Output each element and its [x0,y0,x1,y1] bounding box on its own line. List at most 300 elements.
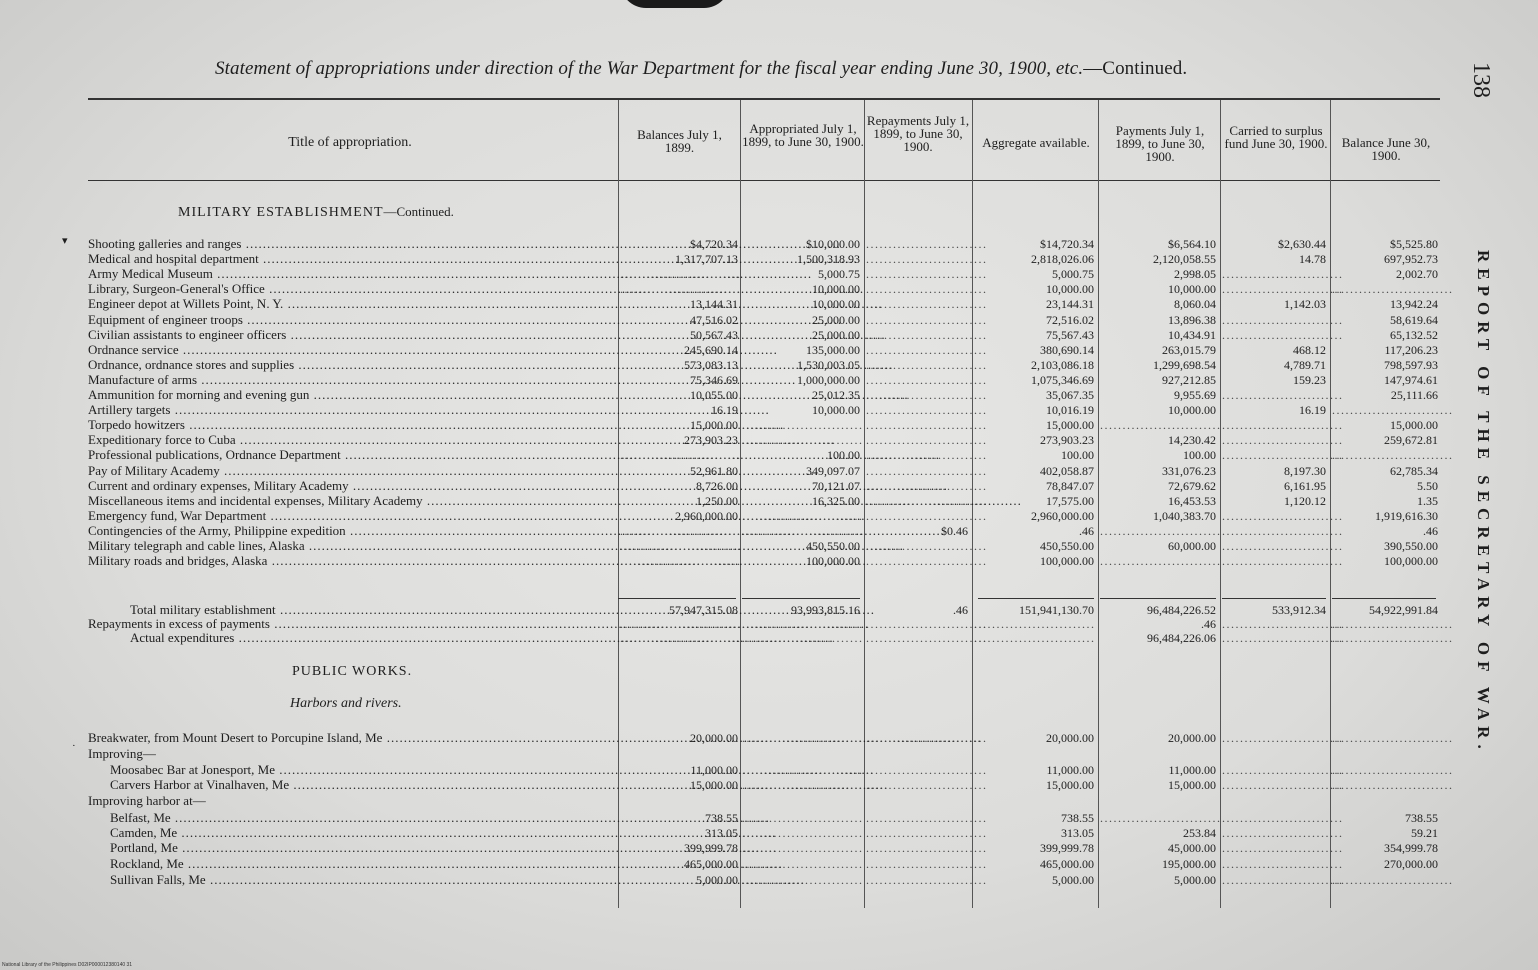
row-value: ........................... [1222,778,1344,792]
row-value: ........................... [1222,857,1344,871]
row-value: 100.00 [1061,448,1094,463]
row-value: ........................... [742,617,864,631]
row-value: 465,000.00 [684,857,738,871]
row-value: 2,960,000.00 [675,508,738,523]
row-label: Camden, Me ..... [110,827,614,839]
row-value: 573,083.13 [684,357,738,372]
row-label: Miscellaneous items and incidental expenses, Military Academy ..... [88,495,614,507]
row-value: ........................... [866,508,988,523]
row-value: ........................... [1332,403,1454,418]
row-value: 798,597.93 [1384,357,1438,372]
row-label: Shooting galleries and ranges ..... [88,238,614,250]
row-value: ........................... [742,631,864,645]
table-row [0,389,1538,401]
table-row [0,311,1538,327]
row-label: Expeditionary force to Cuba ..... [88,434,614,446]
row-value: 245,690.14 [684,342,738,357]
row-label: Ammunition for morning and evening gun ..... [88,389,614,401]
row-value: $10,000.00 [806,237,860,251]
row-value: 8,197.30 [1284,463,1326,478]
row-value: ........................... [1222,523,1344,538]
page-number: 138 [1468,62,1494,98]
row-value: 2,960,000.00 [1031,508,1094,523]
row-value: 10,055.00 [690,388,738,402]
row-value: ........................... [742,826,864,840]
row-value: 331,076.23 [1162,463,1216,478]
row-value: ........................... [866,811,988,825]
row-value: 100,000.00 [1040,554,1094,569]
row-value: 54,922,991.84 [1369,603,1438,617]
row-value: 50,567.43 [690,327,738,342]
margin-mark: ▾ [62,235,68,247]
col-header-title: Title of appropriation. [288,135,412,150]
page-title [215,58,1325,80]
row-value: 450,550.00 [1040,539,1094,553]
row-value: 1,120.12 [1284,493,1326,508]
row-value: 8,060.04 [1174,297,1216,312]
row-value: 151,941,130.70 [1019,603,1094,617]
table-row [0,253,1538,265]
row-value: 738.55 [705,811,738,825]
row-value: 10,000.00 [812,282,860,297]
row-label: Belfast, Me ..... [110,812,614,824]
row-value: ........................... [1100,418,1222,433]
row-value: ........................... [866,539,988,553]
row-value: 10,434.91 [1168,327,1216,342]
row-value: ........................... [742,508,864,523]
row-label: Contingencies of the Army, Philippine expedition ..... [88,525,614,537]
scan-footer: National Library of the Philippines D02IP000012380140 31 [2,962,133,968]
row-value: 468.12 [1293,342,1326,357]
sum-rule [742,598,860,599]
row-value: ........................... [866,778,988,792]
row-value: ........................... [866,388,988,402]
row-value: ........................... [866,873,988,887]
table-row [0,449,1538,461]
row-value: 15,000.00 [1046,778,1094,792]
row-value: 399,999.78 [1040,841,1094,855]
row-value: ........................... [974,631,1096,645]
col-header-balance: Balance June 30, 1900. [1341,135,1431,163]
row-value: 159.23 [1293,372,1326,387]
row-label: Manufacture of arms ..... [88,374,614,386]
row-value: 1,250.00 [696,493,738,508]
row-value: 135,000.00 [806,342,860,357]
row-value: 5.50 [1417,478,1438,493]
row-value: ........................... [742,763,864,777]
col-header-appropriated: Appropriated July 1, 1899, to June 30, 1900. [742,121,864,149]
row-value: 16.19 [711,403,738,418]
row-value: 738.55 [1405,811,1438,825]
row-label: Ordnance, ordnance stores and supplies ..... [88,359,614,371]
table-row [0,298,1538,310]
row-value: 1,500,318.93 [797,252,860,267]
row-label: Medical and hospital department ..... [88,253,614,265]
table-row [0,604,1538,616]
row-value: ........................... [1100,554,1222,569]
table-row [0,434,1538,446]
row-value: 354,999.78 [1384,841,1438,855]
table-row [0,732,1538,744]
row-value: 93,993,815.16 [791,603,860,617]
row-value: 2,002.70 [1396,267,1438,282]
row-value: 15,000.00 [690,418,738,433]
row-value: ........................... [866,826,988,840]
row-value: 380,690.14 [1040,342,1094,357]
row-value: .46 [1423,523,1438,538]
row-value: 263,015.79 [1162,342,1216,357]
row-value: 270,000.00 [1384,857,1438,871]
row-value: ........................... [1332,617,1454,631]
row-value: ........................... [1222,388,1344,402]
row-value: ........................... [742,778,864,792]
row-value: ........................... [1222,873,1344,887]
row-value: $2,630.44 [1278,237,1326,251]
row-value: ........................... [1332,731,1454,745]
row-label: Military roads and bridges, Alaska ..... [88,555,614,567]
row-label: Sullivan Falls, Me ..... [110,874,614,886]
row-value: ........................... [742,873,864,887]
row-value: ........................... [620,539,742,553]
row-value: 45,000.00 [1168,841,1216,855]
row-value: 2,103,086.18 [1031,357,1094,372]
row-value: 273,903.23 [1040,433,1094,448]
row-value: .46 [1079,523,1094,538]
sum-rule [978,598,1094,599]
row-value: 62,785.34 [1390,463,1438,478]
table-row [0,492,1538,508]
row-value: 96,484,226.52 [1147,603,1216,617]
row-value: 450,550.00 [806,539,860,553]
binding-shadow [620,0,730,8]
row-label: Emergency fund, War Department ..... [88,510,614,522]
row-value: 58,619.64 [1390,312,1438,327]
row-value: ........................... [742,841,864,855]
row-value: $6,564.10 [1168,237,1216,251]
row-value: 17,575.00 [1046,493,1094,508]
row-value: ........................... [1222,554,1344,569]
row-label: Repayments in excess of payments ..... [88,618,614,630]
row-label: Engineer depot at Willets Point, N. Y. ..... [88,298,614,310]
table-row [0,540,1538,552]
row-value: 697,952.73 [1384,252,1438,267]
row-label: Military telegraph and cable lines, Alaska ..... [88,540,614,552]
table-row [0,618,1538,630]
row-value: ........................... [620,282,742,297]
row-value: ........................... [866,463,988,478]
row-value: ........................... [866,327,988,342]
row-value: 96,484,226.06 [1147,631,1216,645]
row-value: ........................... [866,252,988,267]
table-row [0,522,1538,538]
col-header-payments: Payments July 1, 1899, to June 30, 1900. [1115,123,1205,164]
row-value: 1,040,383.70 [1153,508,1216,523]
sum-rule [618,598,736,599]
row-value: 117,206.23 [1384,342,1438,357]
row-value: ........................... [866,478,988,493]
row-value: 5,000.75 [1052,267,1094,282]
row-label: Ordnance service ..... [88,344,614,356]
row-value: 1.35 [1417,493,1438,508]
row-label: Improving— [88,746,156,761]
row-value: 25,111.66 [1390,388,1438,402]
row-value: 5,000.75 [818,267,860,282]
row-value: 6,161.95 [1284,478,1326,493]
row-value: 13,144.31 [690,297,738,312]
row-value: ........................... [866,857,988,871]
row-value: ........................... [866,763,988,777]
row-value: ........................... [1222,811,1344,825]
row-value: ........................... [1222,433,1344,448]
row-value: 100,000.00 [1384,554,1438,569]
row-value: ........................... [1332,448,1454,463]
row-value: $14,720.34 [1040,237,1094,251]
row-value: ........................... [620,617,742,631]
row-value: 20,000.00 [1168,731,1216,745]
table-row [0,555,1538,567]
row-value: 23,144.31 [1046,297,1094,312]
row-label: Pay of Military Academy ..... [88,465,614,477]
row-label: Actual expenditures ..... [130,632,614,644]
row-value: 2,998.05 [1174,267,1216,282]
row-value: 75,346.69 [690,372,738,387]
row-value: 927,212.85 [1162,372,1216,387]
table-row [0,842,1538,854]
table-row [0,268,1538,280]
row-value: 47,516.02 [690,312,738,327]
row-value: ........................... [1222,539,1344,553]
row-label: Current and ordinary expenses, Military Academy ..... [88,480,614,492]
row-label: Breakwater, from Mount Desert to Porcupine Island, Me ..... [88,732,614,744]
subsection-harbors: Harbors and rivers. [290,696,402,711]
header-bottom-rule [88,180,1440,181]
row-value: 2,120,058.55 [1153,252,1216,267]
title-main: Statement of appropriations under direction of the War Department for the fiscal year ending June 30, 1900, etc. [215,58,1084,79]
table-row [0,827,1538,839]
row-value: ........................... [1222,418,1344,433]
row-label: Equipment of engineer troops ..... [88,314,614,326]
sum-rule [1222,598,1326,599]
row-value: ........................... [866,841,988,855]
row-value: 1,000,000.00 [797,372,860,387]
row-value: 13,942.24 [1390,297,1438,312]
row-value: ........................... [620,267,742,282]
table-row [0,748,1538,760]
row-value: 75,567.43 [1046,327,1094,342]
row-value: 16,453.53 [1168,493,1216,508]
row-value: 5,000.00 [1052,873,1094,887]
row-value: ........................... [974,617,1096,631]
row-value: ........................... [866,631,988,645]
row-value: ........................... [866,617,988,631]
row-value: 1,919,616.30 [1375,508,1438,523]
row-label: Civilian assistants to engineer officers ..... [88,329,614,341]
row-value: ........................... [866,297,988,312]
row-value: $0.46 [941,523,968,538]
row-value: 10,016.19 [1046,403,1094,418]
row-value: 465,000.00 [1040,857,1094,871]
col-header-repayments: Repayments July 1, 1899, to June 30, 1900. [866,113,970,154]
row-value: 65,132.52 [1390,327,1438,342]
table-row [0,326,1538,342]
table-row [0,507,1538,523]
row-label: Rockland, Me ..... [110,858,614,870]
row-value: ........................... [1222,282,1344,297]
table-top-rule [88,98,1440,100]
row-value: 273,903.23 [684,433,738,448]
row-value: 20,000.00 [690,731,738,745]
row-value: 14.78 [1299,252,1326,267]
row-value: 147,974.61 [1384,372,1438,387]
row-value: ........................... [866,237,988,251]
row-value: ........................... [1332,873,1454,887]
table-row [0,632,1538,644]
row-value: 5,000.00 [1174,873,1216,887]
row-value: ........................... [620,631,742,645]
row-value: ........................... [866,554,988,569]
row-label: Portland, Me ..... [110,842,614,854]
row-label: Army Medical Museum ..... [88,268,614,280]
row-value: 10,000.00 [812,403,860,418]
row-label: Torpedo howitzers ..... [88,419,614,431]
row-value: ........................... [742,857,864,871]
row-value: ........................... [1332,282,1454,297]
row-value: 1,299,698.54 [1153,357,1216,372]
row-label: Improving harbor at— [88,793,206,808]
row-value: 72,679.62 [1168,478,1216,493]
row-value: 35,067.35 [1046,388,1094,402]
row-label: Moosabec Bar at Jonesport, Me ..... [110,764,614,776]
row-value: 16.19 [1299,403,1326,418]
table-row [0,795,1538,807]
margin-mark: · [72,740,76,752]
row-value: ........................... [1222,763,1344,777]
row-value: ........................... [742,731,864,745]
row-label: Professional publications, Ordnance Department ..... [88,449,614,461]
row-value: ........................... [866,357,988,372]
row-value: ........................... [620,448,742,463]
row-value: ........................... [1222,508,1344,523]
section-public-works: PUBLIC WORKS. [292,664,413,679]
row-value: 402,058.87 [1040,463,1094,478]
table-row [0,283,1538,295]
row-value: ........................... [620,554,742,569]
row-value: ........................... [866,403,988,418]
row-value: 60,000.00 [1168,539,1216,553]
table-row [0,419,1538,431]
row-value: ........................... [1100,811,1222,825]
row-value: 390,550.00 [1384,539,1438,553]
row-value: 14,230.42 [1168,433,1216,448]
table-row [0,404,1538,416]
row-value: 52,961.80 [690,463,738,478]
row-value: 4,789.71 [1284,357,1326,372]
sum-rule [1100,598,1216,599]
row-value: ........................... [1332,631,1454,645]
row-value: ........................... [866,493,988,508]
row-value: 399,999.78 [684,841,738,855]
row-value: 10,000.00 [812,297,860,312]
row-value: 738.55 [1061,811,1094,825]
row-value: 253.84 [1183,826,1216,840]
row-value: ........................... [866,433,988,448]
row-value: ........................... [1222,312,1344,327]
row-value: ........................... [866,372,988,387]
row-value: ........................... [866,418,988,433]
row-value: .46 [953,603,968,617]
table-row [0,371,1538,387]
row-value: 100,000.00 [806,554,860,569]
table-row [0,462,1538,478]
row-value: 9,955.69 [1174,388,1216,402]
table-row [0,341,1538,357]
row-value: 15,000.00 [1390,418,1438,433]
row-value: 15,000.00 [1168,778,1216,792]
row-value: 313.05 [705,826,738,840]
row-value: 16,325.00 [812,493,860,508]
table-row [0,812,1538,824]
row-label: Artillery targets ..... [88,404,614,416]
row-value: 1,142.03 [1284,297,1326,312]
row-value: 1,530,003.05 [797,357,860,372]
row-value: 25,000.00 [812,327,860,342]
section-military: MILITARY ESTABLISHMENT—Continued. [178,204,454,220]
row-value: ........................... [1222,841,1344,855]
table-row [0,858,1538,870]
col-header-aggregate: Aggregate available. [982,135,1090,150]
table-row [0,356,1538,372]
row-value: 10,000.00 [1046,282,1094,297]
row-value: 57,947,315.08 [669,603,738,617]
col-header-balances: Balances July 1, 1899. [637,127,722,155]
row-value: ........................... [866,448,988,463]
row-value: ........................... [620,523,742,538]
row-value: 5,000.00 [696,873,738,887]
row-label: Total military establishment ..... [130,604,614,616]
row-value: ........................... [866,312,988,327]
row-value: ........................... [866,282,988,297]
sum-rule [1332,598,1436,599]
row-value: 259,672.81 [1384,433,1438,448]
row-value: 15,000.00 [690,778,738,792]
col-header-surplus: Carried to surplus fund June 30, 1900. [1224,123,1328,151]
table-row [0,779,1538,791]
row-value: ........................... [742,433,864,448]
row-value: $5,525.80 [1390,237,1438,251]
row-value: 11,000.00 [1046,763,1094,777]
row-value: 100.00 [827,448,860,463]
row-value: ........................... [1222,327,1344,342]
row-value: 25,012.35 [812,388,860,402]
table-row [0,238,1538,250]
row-value: 78,847.07 [1046,478,1094,493]
table-row [0,874,1538,886]
row-value: 70,121.07 [812,478,860,493]
row-value: ........................... [866,731,988,745]
row-value: 72,516.02 [1046,312,1094,327]
row-value: 313.05 [1061,826,1094,840]
row-value: 15,000.00 [1046,418,1094,433]
row-value: $4,720.34 [690,237,738,251]
row-value: 59.21 [1411,826,1438,840]
row-value: 1,317,707.13 [675,252,738,267]
row-value: 10,000.00 [1168,403,1216,418]
row-value: 100.00 [1183,448,1216,463]
row-value: ........................... [1222,448,1344,463]
row-value: 8,726.00 [696,478,738,493]
row-value: 11,000.00 [690,763,738,777]
row-label: Library, Surgeon-General's Office ..... [88,283,614,295]
